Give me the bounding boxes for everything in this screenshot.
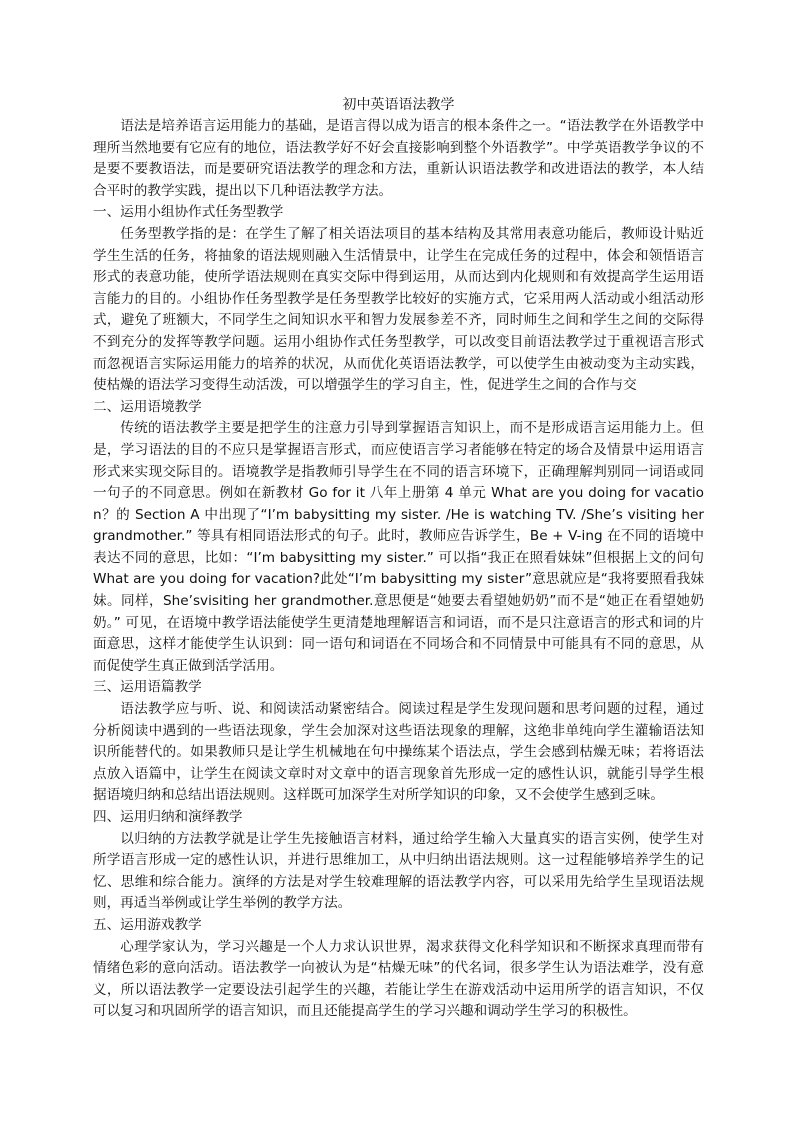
- section-body-3: 语法教学应与听、说、和阅读活动紧密结合。阅读过程是学生发现问题和思考问题的过程，通过分析阅读中遇到的一些语法现象，学生会加深对这些语法现象的理解，这绝非单纯向学生灌输语法知识所能替代的。如果教师只是让学生机械地在句中操练某个语法点，学生会感到枯燥无味；若将语法点放入语篇中，让学生在阅读文章时对文章中的语言现象首先形成一定的感性认识，就能引导学生根据语境归纳和总结出语法规则。这样既可加深学生对所学知识的印象，又不会使学生感到乏味。: [93, 701, 704, 804]
- section-heading-2: 二、运用语境教学: [93, 398, 202, 415]
- section-body-2: 传统的语法教学主要是把学生的注意力引导到掌握语言知识上，而不是形成语言运用能力上。但是，学习语法的目的不应只是掌握语言形式，而应使语言学习者能够在特定的场合及情景中运用语言形式来实现交际目的。语境教学是指教师引导学生在不同的语言环境下，正确理解判别同一词语或同一句子的不同意思。例如在新教材 Go for it 八年上册第 4 单元 What are you doing for vacation？的 Section A 中出现了“I’m babysitting my sister. /He is watching TV. /She’s visiting her grandmother.” 等具有相同语法形式的句子。此时，教师应告诉学生，Be + V-ing 在不同的语境中表达不同的意思，比如：“I’m babysitting my sister.” 可以指“我正在照看妹妹”但根据上文的问句 What are you doing for vacation?此处“I’m babysitting my sister”意思就应是“我将要照看我妹妹。同样，She’svisiting her grandmother.意思便是“她要去看望她奶奶”而不是“她正在看望她奶奶。” 可见，在语境中教学语法能使学生更清楚地理解语言和词语，而不是只注意语言的形式和词的片面意思，这样才能使学生认识到：同一语句和词语在不同场合和不同情景中可能具有不同的意思，从而促使学生真正做到活学活用。: [93, 420, 704, 674]
- section-heading-4: 四、运用归纳和演绎教学: [93, 809, 243, 825]
- section-body-5: 心理学家认为，学习兴趣是一个人力求认识世界，渴求获得文化科学知识和不断探求真理而带有情绪色彩的意向活动。语法教学一向被认为是“枯燥无味”的代名词，很多学生认为语法难学，没有意义，所以语法教学一定要设法引起学生的兴趣，若能让学生在游戏活动中运用所学的语言知识，不仅可以复习和巩固所学的语言知识，而且还能提高学生的学习兴趣和调动学生学习的积极性。: [93, 938, 704, 1020]
- intro-paragraph: 语法是培养语言运用能力的基础，是语言得以成为语言的根本条件之一。“语法教学在外语教学中理所当然地要有它应有的地位，语法教学好不好会直接影响到整个外语教学”。中学英语教学争议的不是要不要教语法，而是要研究语法教学的理念和方法，重新认识语法教学和改进语法的教学，本人结合平时的教学实践，提出以下几种语法教学方法。: [93, 118, 704, 199]
- section-heading-5: 五、运用游戏教学: [93, 916, 202, 933]
- document-title: 初中英语语法教学: [342, 97, 455, 113]
- section-body-1: 任务型教学指的是：在学生了解了相关语法项目的基本结构及其常用表意功能后，教师设计贴近学生生活的任务，将抽象的语法规则融入生活情景中，让学生在完成任务的过程中，体会和领悟语言形式的表意功能，使所学语法规则在真实交际中得到运用，从而达到内化规则和有效提高学生运用语言能力的目的。小组协作任务型教学是任务型教学比较好的实施方式，它采用两人活动或小组活动形式，避免了班额大，不同学生之间知识水平和智力发展参差不齐，同时师生之间和学生之间的交际得不到充分的发挥等教学问题。运用小组协作式任务型教学，可以改变目前语法教学过于重视语言形式而忽视语言实际运用能力的培养的状况，从而优化英语语法教学，可以使学生由被动变为主动实践，使枯燥的语法学习变得生动活泼，可以增强学生的学习自主，性，促进学生之间的合作与交: [93, 225, 704, 394]
- section-heading-1: 一、运用小组协作式任务型教学: [93, 204, 284, 221]
- section-body-4: 以归纳的方法教学就是让学生先接触语言材料，通过给学生输入大量真实的语言实例，使学生对所学语言形成一定的感性认识，并进行思维加工，从中归纳出语法规则。这一过程能够培养学生的记忆、思维和综合能力。演绎的方法是对学生较难理解的语法教学内容，可以采用先给学生呈现语法规则，再适当举例或让学生举例的教学方法。: [93, 830, 704, 912]
- section-heading-3: 三、运用语篇教学: [93, 679, 202, 696]
